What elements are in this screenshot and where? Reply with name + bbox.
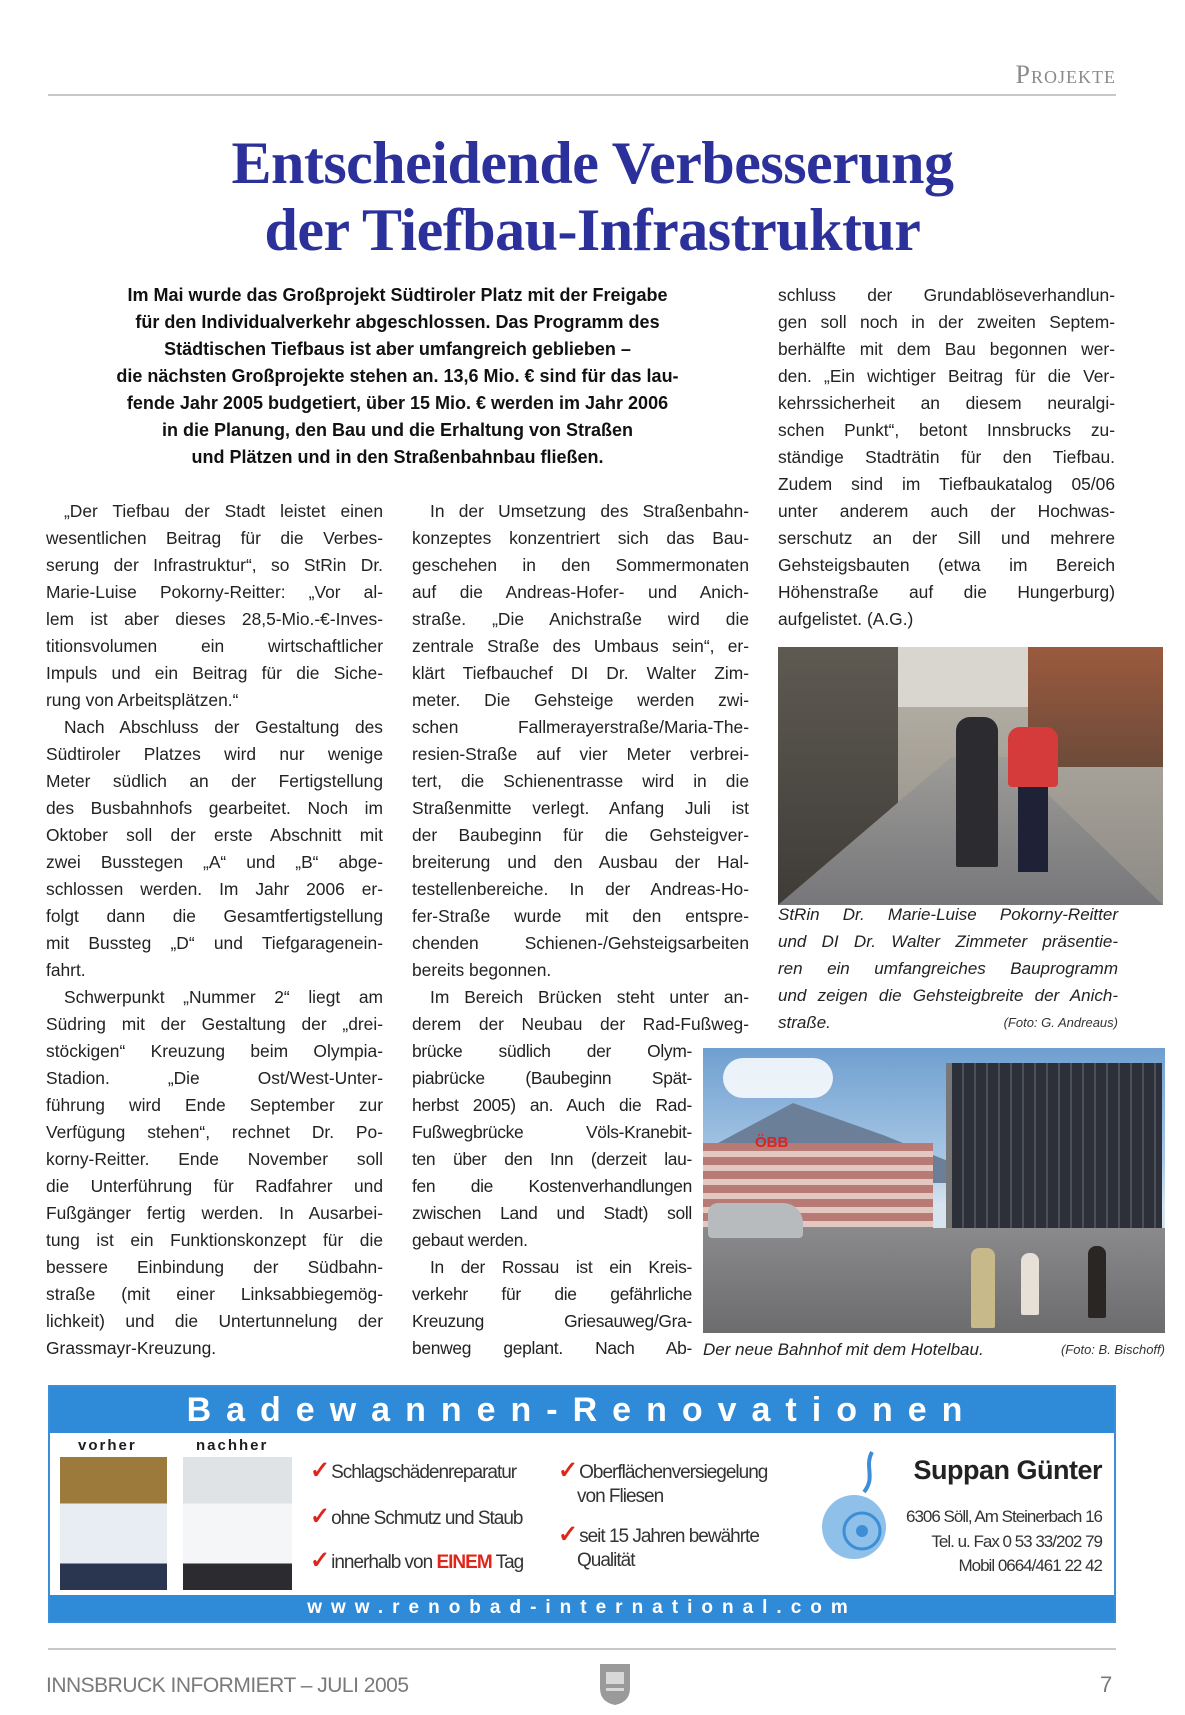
text-line: Fußgänger fertig werden. In Ausarbei- <box>46 1203 383 1223</box>
text-line: des Busbahnhofs gearbeitet. Noch im <box>46 798 383 818</box>
text-line: stöckigen“ Kreuzung beim Olympia- <box>46 1041 383 1061</box>
photo-pedestrian <box>1021 1253 1039 1315</box>
feature-item <box>558 1523 759 1573</box>
check-icon: ✓ <box>310 1457 330 1484</box>
text-line: berhälfte mit dem Bau begonnen wer- <box>778 339 1115 359</box>
text-line: zentrale Straße des Umbaus sein“, er- <box>412 636 749 656</box>
header-rule <box>48 94 1116 96</box>
text-line: schluss der Grundablöseverhandlun- <box>778 285 1115 305</box>
caption-line: und DI Dr. Walter Zimmeter präsentie- <box>778 932 1118 951</box>
text-line: tert, die Schienentrasse wird in die <box>412 771 749 791</box>
section-label: Projekte <box>1015 60 1116 89</box>
text-line: titionsvolumen ein wirtschaftlicher <box>46 636 383 656</box>
article-column-3 <box>778 282 1115 633</box>
city-crest-icon <box>598 1662 632 1706</box>
text-line: fahrt. <box>46 960 86 980</box>
text-line: verkehr für die gefährliche <box>412 1284 692 1304</box>
text-line: Oktober soll der erste Abschnitt mit <box>46 825 383 845</box>
photo1-caption <box>778 902 1118 1037</box>
text-line: Zudem sind im Tiefbaukatalog 05/06 <box>778 474 1115 494</box>
after-label: nachher <box>196 1437 269 1454</box>
text-line: Südtiroler Platzes wird nur wenige <box>46 744 383 764</box>
feature-text: seit 15 Jahren bewährte <box>579 1526 759 1547</box>
article-title-line-1: Entscheidende Verbesserung <box>231 130 954 196</box>
text-line: ten über den Inn (derzeit lau- <box>412 1149 692 1169</box>
photo-woman-trousers <box>1018 787 1048 872</box>
lead-line: Städtischen Tiefbaus ist aber umfangreich geblieben – <box>164 339 631 359</box>
text-line: kehrssicherheit an diesem neuralgi- <box>778 393 1115 413</box>
company-mobile: Mobil 0664/461 22 42 <box>958 1556 1102 1575</box>
text-line: benweg geplant. Nach Ab- <box>412 1338 692 1358</box>
text-line: piabrücke (Baubeginn Spät- <box>412 1068 692 1088</box>
text-line: Stadion. „Die Ost/West-Unter- <box>46 1068 383 1088</box>
feature-item <box>558 1459 767 1509</box>
caption-line <box>778 1010 1118 1037</box>
lead-line: fende Jahr 2005 budgetiert, über 15 Mio. € werden im Jahr 2006 <box>126 393 669 413</box>
check-icon: ✓ <box>310 1503 330 1530</box>
text-line: wesentlichen Beitrag für die Verbes- <box>46 528 383 548</box>
feature-text: Tag <box>495 1552 524 1573</box>
text-line: zwei Busstegen „A“ und „B“ abge- <box>46 852 383 872</box>
text-line: schen Fallmerayerstraße/Maria-The- <box>412 717 749 737</box>
check-icon: ✓ <box>310 1547 330 1574</box>
text-line: klärt Tiefbauchef DI Dr. Walter Zim- <box>412 663 749 683</box>
article-column-1 <box>46 498 383 1362</box>
text-line: Meter südlich an der Fertigstellung <box>46 771 383 791</box>
feature-text: Schlagschädenreparatur <box>331 1462 517 1483</box>
lead-line: Im Mai wurde das Großprojekt Südtiroler Platz mit der Freigabe <box>127 285 668 305</box>
text-line: Schwerpunkt „Nummer 2“ liegt am <box>64 987 383 1007</box>
text-line: gen soll noch in der zweiten Septem- <box>778 312 1115 332</box>
photo-car <box>708 1203 803 1238</box>
text-line: den. „Ein wichtiger Beitrag für die Ver- <box>778 366 1115 386</box>
text-line: Impuls und ein Beitrag für die Siche- <box>46 663 383 683</box>
photo2-caption <box>703 1337 1165 1363</box>
lead-line: und Plätzen und in den Straßenbahnbau fließen. <box>191 447 604 467</box>
text-line: Marie-Luise Pokorny-Reitter: „Vor al- <box>46 582 383 602</box>
feature-item <box>310 1505 522 1531</box>
company-phone: Tel. u. Fax 0 53 33/202 79 <box>931 1532 1102 1551</box>
photo-hotel-building <box>946 1063 1162 1238</box>
text-line: lichkeit) und die Untertunnelung der <box>46 1311 383 1331</box>
text-line: korny-Reitter. Ende November soll <box>46 1149 383 1169</box>
text-line: lem ist aber dieses 28,5-Mio.-€-Inves- <box>46 609 383 629</box>
text-line: tung ist ein Funktionskonzept für die <box>46 1230 383 1250</box>
lead-line: die nächsten Großprojekte stehen an. 13,6 Mio. € sind für das lau- <box>116 366 679 386</box>
advertisement <box>48 1385 1116 1623</box>
caption-line: ren ein umfangreiches Bauprogramm <box>778 959 1118 978</box>
text-line: auf die Andreas-Hofer- und Anich- <box>412 582 749 602</box>
text-line: Kreuzung Griesauweg/Gra- <box>412 1311 692 1331</box>
footer-rule <box>48 1648 1116 1650</box>
text-line: unter anderem auch der Hochwas- <box>778 501 1115 521</box>
text-line: straße. „Die Anichstraße wird die <box>412 609 749 629</box>
text-line: straße (mit einer Linksabbiegemög- <box>46 1284 383 1304</box>
caption-line: StRin Dr. Marie-Luise Pokorny-Reitter <box>778 905 1118 924</box>
photo-train-station <box>703 1048 1165 1333</box>
feature-emphasis: EINEM <box>436 1552 492 1573</box>
text-line: brücke südlich der Olym- <box>412 1041 692 1061</box>
text-line: schlossen werden. Im Jahr 2006 er- <box>46 879 383 899</box>
text-line: chenden Schienen-/Gehsteigsarbeiten <box>412 933 749 953</box>
feature-text: ohne Schmutz und Staub <box>331 1508 523 1529</box>
text-line: herbst 2005) an. Auch die Rad- <box>412 1095 692 1115</box>
feature-text: Oberflächenversiegelung <box>579 1462 768 1483</box>
publication-name: INNSBRUCK INFORMIERT – JULI 2005 <box>46 1674 409 1697</box>
photo-street-officials <box>778 647 1163 905</box>
photo-man <box>956 717 998 867</box>
text-line: die Unterführung für Radfahrer und <box>46 1176 383 1196</box>
text-line: gebaut werden. <box>412 1230 528 1250</box>
text-line: In der Umsetzung des Straßenbahn- <box>430 501 749 521</box>
photo-pedestrian <box>971 1248 995 1328</box>
text-line: serung der Infrastruktur“, so StRin Dr. <box>46 555 383 575</box>
text-line: geschehen in den Sommermonaten <box>412 555 749 575</box>
text-line: Höhenstraße auf die Hungerburg) <box>778 582 1115 602</box>
photo-sky <box>898 647 1028 707</box>
text-line: zwischen Land und Stadt) soll <box>412 1203 692 1223</box>
text-line: schen Punkt“, betont Innsbrucks zu- <box>778 420 1115 440</box>
text-line: In der Rossau ist ein Kreis- <box>430 1257 692 1277</box>
text-line: Grassmayr-Kreuzung. <box>46 1338 217 1358</box>
text-line: führung wird Ende September zur <box>46 1095 383 1115</box>
text-line: Nach Abschluss der Gestaltung des <box>64 717 383 737</box>
photo-pedestrian <box>1088 1246 1106 1318</box>
text-line: mit Bussteg „D“ und Tiefgaragenein- <box>46 933 383 953</box>
article-title-line-2: der Tiefbau-Infrastruktur <box>264 197 921 263</box>
ad-website-link[interactable]: www.renobad-international.com <box>50 1595 1114 1621</box>
before-label: vorher <box>78 1437 137 1454</box>
feature-text: Qualität <box>577 1550 635 1571</box>
text-line: der Baubeginn für die Gehsteigver- <box>412 825 749 845</box>
text-line: bessere Einbindung der Südbahn- <box>46 1257 383 1277</box>
lead-line: für den Individualverkehr abgeschlossen. Das Programm des <box>135 312 660 332</box>
text-line: Fußwegbrücke Völs-Kranebit- <box>412 1122 692 1142</box>
photo-cloud <box>723 1058 833 1098</box>
text-line: meter. Die Gehsteige werden zwi- <box>412 690 749 710</box>
text-line: aufgelistet. (A.G.) <box>778 609 914 629</box>
check-icon: ✓ <box>558 1457 578 1484</box>
caption-text: straße. <box>778 1013 831 1032</box>
text-line: fer-Straße wurde mit den entspre- <box>412 906 749 926</box>
text-line: testellenbereiche. In der Andreas-Ho- <box>412 879 749 899</box>
obb-sign: ÖBB <box>755 1134 789 1151</box>
text-line: ständige Stadträtin für den Tiefbau. <box>778 447 1115 467</box>
caption-text: Der neue Bahnhof mit dem Hotelbau. <box>703 1340 984 1359</box>
before-bathtub-image <box>60 1457 167 1590</box>
article-lead <box>46 282 749 471</box>
page-number: 7 <box>1100 1672 1113 1697</box>
feature-item <box>310 1459 516 1485</box>
article-column-2 <box>412 498 749 1362</box>
after-bathtub-image <box>183 1457 292 1590</box>
feature-text: innerhalb von <box>331 1552 433 1573</box>
text-line: derem der Neubau der Rad-Fußweg- <box>412 1014 749 1034</box>
text-line: Gehsteigsbauten (etwa im Bereich <box>778 555 1115 575</box>
text-line: fen die Kostenverhandlungen <box>412 1176 692 1196</box>
bathtub-logo-icon <box>814 1447 890 1572</box>
text-line: serschutz an der Sill und mehrere <box>778 528 1115 548</box>
text-line: folgt dann die Gesamtfertigstellung <box>46 906 383 926</box>
caption-line: und zeigen die Gehsteigbreite der Anich- <box>778 986 1118 1005</box>
company-address: 6306 Söll, Am Steinerbach 16 <box>906 1507 1102 1526</box>
feature-item <box>310 1549 523 1575</box>
text-line: Verfügung stehen“, rechnet Dr. Po- <box>46 1122 383 1142</box>
text-line: „Der Tiefbau der Stadt leistet einen <box>64 501 383 521</box>
feature-text: von Fliesen <box>577 1486 664 1507</box>
lead-line: in die Planung, den Bau und die Erhaltung von Straßen <box>161 420 634 440</box>
text-line: breiterung und den Ausbau der Hal- <box>412 852 749 872</box>
text-line: Im Bereich Brücken steht unter an- <box>430 987 749 1007</box>
text-line: Südring mit der Gestaltung der „drei- <box>46 1014 383 1034</box>
text-line: konzeptes konzentriert sich das Bau- <box>412 528 749 548</box>
check-icon: ✓ <box>558 1521 578 1548</box>
ad-headline: Badewannen-Renovationen <box>50 1387 1114 1433</box>
company-name: Suppan Günter <box>913 1455 1102 1485</box>
text-line: Straßenmitte verlegt. Anfang Juli ist <box>412 798 749 818</box>
photo-credit: (Foto: G. Andreaus) <box>1003 1015 1118 1030</box>
text-line: rung von Arbeitsplätzen.“ <box>46 690 239 710</box>
text-line: resien-Straße auf vier Meter verbrei- <box>412 744 749 764</box>
photo-credit: (Foto: B. Bischoff) <box>1060 1342 1165 1357</box>
photo-woman-jacket <box>1008 727 1058 787</box>
text-line: bereits begonnen. <box>412 960 552 980</box>
